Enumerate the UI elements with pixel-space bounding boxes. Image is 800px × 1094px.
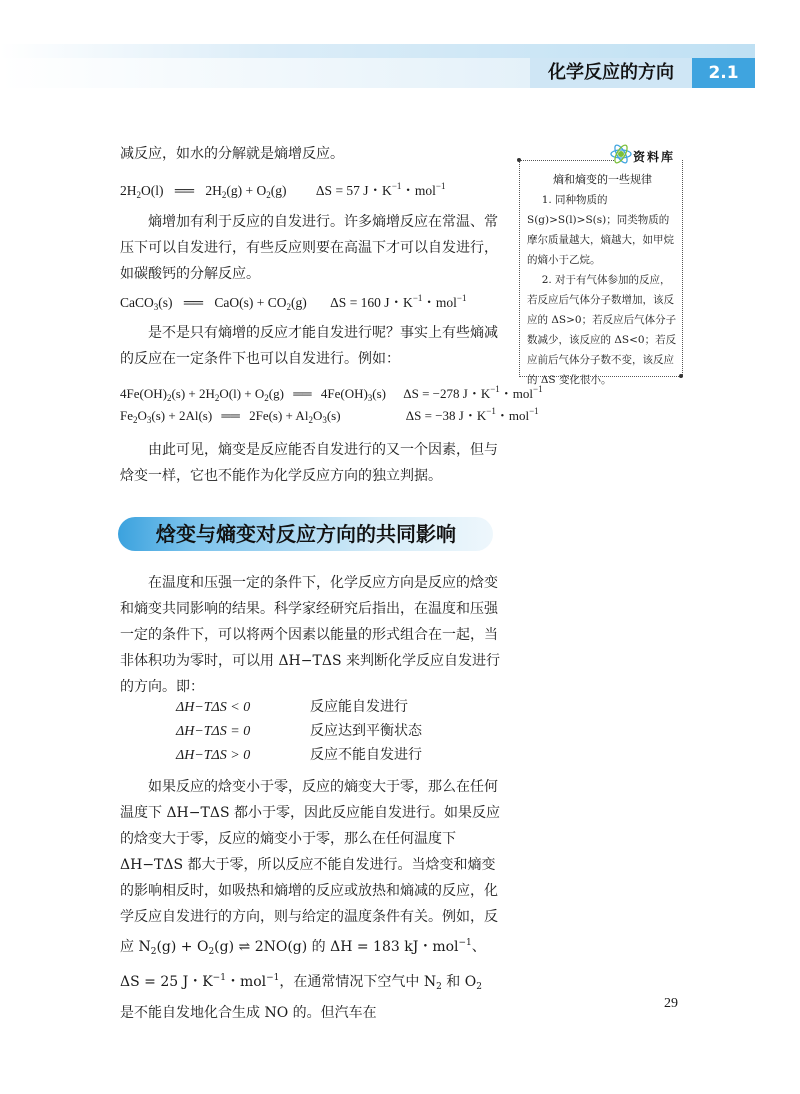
equation-thermite: Fe2O3(s) + 2Al(s) ══ 2Fe(s) + Al2O3(s) ΔS = −38 J・K−1・mol−1 — [120, 406, 539, 425]
paragraph-5: 在温度和压强一定的条件下，化学反应方向是反应的焓变和熵变共同影响的结果。科学家经研究后指出，在温度和压强一定的条件下，可以将两个因素以能量的形式组合在一起，当非体积功为零时，可以用 ΔH−TΔS 来判断化学反应自发进行的方向。即： — [120, 575, 500, 695]
paragraph-2: 熵增加有利于反应的自发进行。许多熵增反应在常温、常压下可以自发进行，有些反应则要在高温下才可以自发进行，如碳酸钙的分解反应。 — [120, 214, 498, 282]
condition-row: ΔH−TΔS < 0 反应能自发进行 — [176, 699, 408, 715]
paragraph-3: 是不是只有熵增的反应才能自发进行呢？事实上有些熵减的反应在一定条件下也可以自发进行。例如： — [120, 325, 498, 367]
sidebar-corner-dot — [517, 158, 521, 162]
condition-row: ΔH−TΔS = 0 反应达到平衡状态 — [176, 723, 422, 739]
sidebar-item-1: 1. 同种物质的 S(g)>S(l)>S(s)；同类物质的摩尔质量越大，熵越大，如甲烷的熵小于乙烷。 — [527, 194, 674, 266]
section-heading — [118, 517, 493, 551]
paragraph-1: 减反应，如水的分解就是熵增反应。 — [120, 146, 344, 162]
equation-water-decomposition: 2H2O(l) ══ 2H2(g) + O2(g) ΔS = 57 J・K−1・mol−1 — [120, 181, 446, 200]
sidebar-title: 熵和熵变的一些规律 — [553, 173, 652, 186]
paragraph-6: 如果反应的焓变小于零，反应的熵变大于零，那么在任何温度下 ΔH−TΔS 都小于零，因此反应能自发进行。如果反应的焓变大于零，反应的熵变小于零，那么在任何温度下 ΔH−TΔS 都大于零，所以反应不能自发进行。当焓变和熵变的影响相反时，如吸热和熵增的反应或放热和熵减的反应，化学反应自发进行的方向，则与给定的温度条件有关。例如，反应 $N_2(g) + O_2(g)$ ⇌ 2NO(g) 的 ΔH = 183 kJ・mol$^{-1}$、ΔS = 25 J・$K^{-1}$・mol$^{-1}$，在通常情况下空气中 $N_2$ 和 $O_2$ 是不能自发地化合生成 NO 的。但汽车在 — [120, 779, 500, 1021]
section-number: 2.1 — [692, 58, 755, 88]
page-number: 29 — [664, 996, 678, 1011]
equation-caco3-decomposition: CaCO3(s) ══ CaO(s) + CO2(g) ΔS = 160 J・K−1・mol−1 — [120, 293, 467, 312]
chapter-title: 化学反应的方向 — [530, 58, 692, 88]
sidebar-label: 资料库 — [633, 150, 676, 164]
chapter-header — [0, 58, 755, 88]
sidebar-corner-dot — [679, 374, 683, 378]
header-fade — [0, 58, 530, 88]
equation-fe-oh-2-oxidation: 4Fe(OH)2(s) + 2H2O(l) + O2(g) ══ 4Fe(OH)3(s) ΔS = −278 J・K−1・mol−1 — [120, 384, 543, 403]
sidebar-item-2: 2. 对于有气体参加的反应，若反应后气体分子数增加，该反应的 ΔS>0；若反应后气体分子数减少，该反应的 ΔS<0；若反应前后气体分子数不变，该反应的 ΔS 变化很小。 — [527, 274, 677, 386]
section-heading-text: 焓变与熵变对反应方向的共同影响 — [156, 522, 456, 546]
condition-row: ΔH−TΔS > 0 反应不能自发进行 — [176, 747, 422, 763]
header-top-band — [0, 44, 755, 58]
sidebar-text — [527, 190, 677, 390]
paragraph-4: 由此可见，熵变是反应能否自发进行的又一个因素，但与焓变一样，它也不能作为化学反应方向的独立判据。 — [120, 442, 498, 484]
atom-icon — [610, 143, 632, 165]
